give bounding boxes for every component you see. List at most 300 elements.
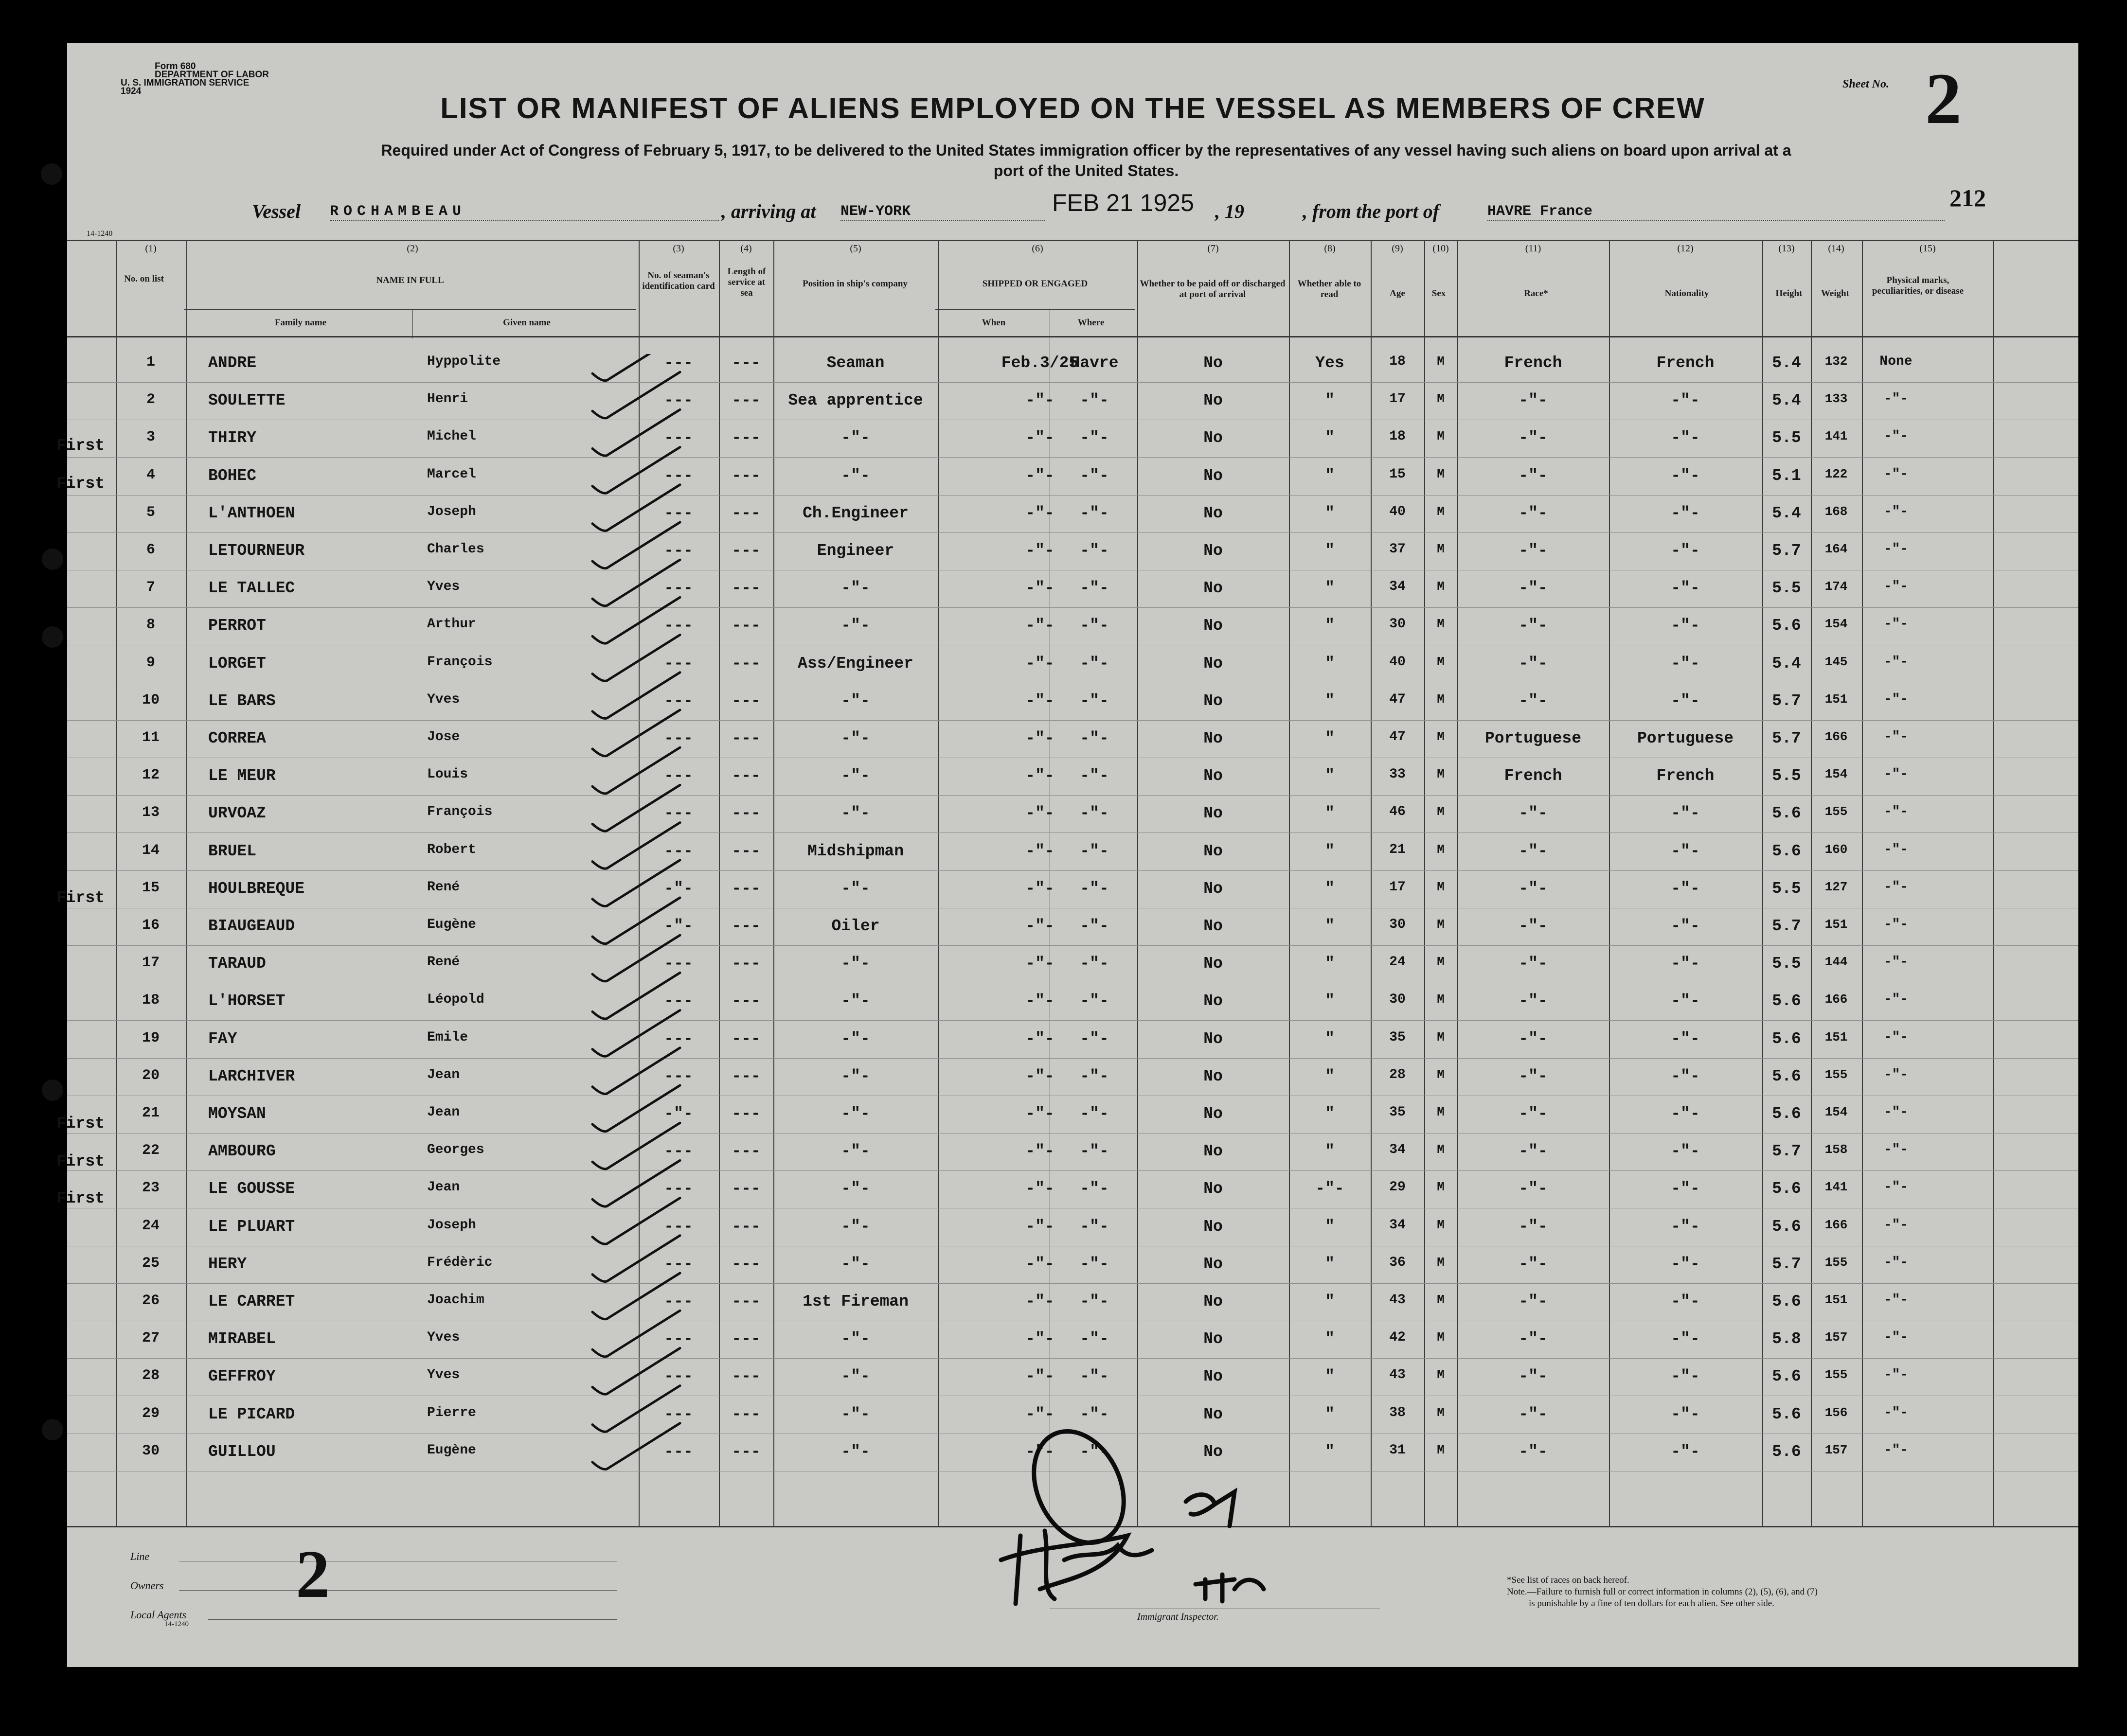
cell-sex: M	[1437, 579, 1445, 594]
cell-nat: -"-	[1671, 466, 1700, 485]
row-rule	[67, 457, 2078, 458]
footer-big-number: 2	[296, 1537, 330, 1612]
cell-family: BIAUGEAUD	[208, 917, 295, 935]
cell-age: 35	[1389, 1029, 1406, 1045]
tick-mark	[592, 1423, 680, 1470]
cell-sex: M	[1437, 1142, 1445, 1157]
cell-card: ---	[664, 1217, 693, 1236]
cell-pos: Seaman	[826, 354, 885, 372]
tick-mark	[592, 1236, 680, 1282]
cell-pos: Midshipman	[807, 842, 904, 860]
cell-height: 5.6	[1772, 1067, 1801, 1085]
cell-age: 24	[1389, 955, 1406, 970]
cell-sex: M	[1437, 1180, 1445, 1195]
cell-race: -"-	[1519, 617, 1548, 635]
cell-no: 12	[142, 767, 160, 784]
cell-read: "	[1325, 1442, 1335, 1461]
cell-given: Yves	[427, 691, 460, 707]
cell-height: 5.5	[1772, 429, 1801, 447]
cell-age: 21	[1389, 842, 1406, 857]
cell-card: ---	[664, 1330, 693, 1348]
cell-read: "	[1325, 917, 1335, 935]
cell-read: "	[1325, 691, 1335, 710]
cell-len: ---	[732, 992, 761, 1010]
tick-mark	[592, 485, 680, 531]
cell-pos: Engineer	[817, 542, 894, 560]
cell-sex: M	[1437, 767, 1445, 782]
cell-pos: -"-	[841, 1180, 870, 1198]
cell-given: François	[427, 804, 493, 820]
column-number: (13)	[1778, 243, 1795, 254]
cell-family: L'ANTHOEN	[208, 504, 295, 522]
cell-marks: -"-	[1883, 729, 1909, 744]
cell-len: ---	[732, 1367, 761, 1386]
cell-family: GEFFROY	[208, 1367, 276, 1386]
cell-pos: -"-	[841, 579, 870, 598]
cell-family: TARAUD	[208, 955, 266, 973]
cell-card: ---	[664, 1293, 693, 1311]
cell-weight: 155	[1824, 1367, 1848, 1382]
cell-height: 5.4	[1772, 391, 1801, 410]
cell-no: 6	[146, 542, 155, 558]
cell-race: -"-	[1519, 804, 1548, 823]
cell-where: -"-	[1080, 767, 1109, 785]
cell-marks: -"-	[1883, 1442, 1909, 1458]
cell-nat: -"-	[1671, 1180, 1700, 1198]
cell-given: Pierre	[427, 1405, 476, 1420]
cell-pos: -"-	[841, 992, 870, 1010]
inspector-label: Immigrant Inspector.	[1137, 1612, 1219, 1622]
cell-no: 30	[142, 1442, 160, 1459]
column-number: (8)	[1324, 243, 1336, 254]
cell-len: ---	[732, 691, 761, 710]
cell-race: -"-	[1519, 1442, 1548, 1461]
cell-no: 21	[142, 1105, 160, 1121]
cell-nat: -"-	[1671, 391, 1700, 410]
cell-no: 24	[142, 1217, 160, 1234]
cell-read: "	[1325, 1255, 1335, 1273]
cell-nat: -"-	[1671, 842, 1700, 860]
col-header-age: Age	[1390, 288, 1405, 299]
cell-where: -"-	[1080, 879, 1109, 898]
punch-hole	[42, 626, 63, 648]
from-port: HAVRE France	[1487, 203, 1945, 221]
cell-race: -"-	[1519, 579, 1548, 598]
row-rule	[67, 945, 2078, 946]
tick-mark	[592, 597, 680, 643]
cell-nat: -"-	[1671, 879, 1700, 898]
row-rule	[67, 1170, 2078, 1171]
cell-marks: -"-	[1883, 992, 1909, 1008]
cell-marks: -"-	[1883, 654, 1909, 670]
cell-family: THIRY	[208, 429, 257, 447]
col-header-read: Whether able to read	[1297, 279, 1361, 300]
row-rule	[67, 720, 2078, 721]
tick-mark	[592, 522, 680, 568]
column-rule	[116, 240, 117, 1527]
cell-family: BRUEL	[208, 842, 257, 860]
cell-family: LE TALLEC	[208, 579, 295, 598]
cell-sex: M	[1437, 391, 1445, 407]
cell-where: -"-	[1080, 804, 1109, 823]
cell-age: 34	[1389, 1142, 1406, 1158]
cell-paid: No	[1203, 917, 1223, 935]
cell-weight: 166	[1824, 1217, 1848, 1232]
row-rule	[67, 532, 2078, 533]
cell-when: -"-	[1025, 391, 1055, 410]
cell-len: ---	[732, 429, 761, 447]
tick-mark	[592, 1160, 680, 1206]
column-rule	[1993, 240, 1994, 1527]
row-rule	[67, 1133, 2078, 1134]
margin-note: First	[56, 475, 105, 493]
col-header-name: NAME IN FULL	[376, 275, 444, 285]
cell-height: 5.6	[1772, 617, 1801, 635]
cell-marks: -"-	[1883, 1330, 1909, 1346]
cell-where: -"-	[1080, 917, 1109, 935]
cell-when: -"-	[1025, 1067, 1055, 1085]
cell-marks: -"-	[1883, 1067, 1909, 1082]
tick-mark	[592, 1048, 680, 1094]
cell-paid: No	[1203, 691, 1223, 710]
cell-when: -"-	[1025, 1142, 1055, 1161]
col-header-given: Given name	[503, 318, 551, 328]
penalty-note-2: is punishable by a fine of ten dollars for each alien. See other side.	[1529, 1598, 1774, 1609]
cell-given: Louis	[427, 767, 468, 782]
cell-when: -"-	[1025, 1217, 1055, 1236]
cell-marks: -"-	[1883, 542, 1909, 557]
race-note: *See list of races on back hereof.	[1507, 1575, 1629, 1585]
cell-marks: -"-	[1883, 691, 1909, 707]
cell-card: ---	[664, 1405, 693, 1423]
cell-no: 5	[146, 504, 155, 521]
cell-sex: M	[1437, 504, 1445, 519]
margin-note: First	[56, 889, 105, 907]
cell-age: 36	[1389, 1255, 1406, 1270]
column-number: (12)	[1677, 243, 1694, 254]
cell-paid: No	[1203, 542, 1223, 560]
cell-weight: 164	[1824, 542, 1848, 556]
cell-family: LE PLUART	[208, 1217, 295, 1236]
cell-pos: -"-	[841, 1367, 870, 1386]
cell-when: -"-	[1025, 1180, 1055, 1198]
cell-len: ---	[732, 879, 761, 898]
cell-paid: No	[1203, 1405, 1223, 1423]
cell-len: ---	[732, 842, 761, 860]
cell-len: ---	[732, 1330, 761, 1348]
cell-nat: -"-	[1671, 654, 1700, 673]
column-number: (1)	[145, 243, 157, 254]
column-rule	[1371, 240, 1372, 1527]
cell-race: Portuguese	[1484, 729, 1582, 747]
cell-marks: -"-	[1883, 804, 1909, 820]
cell-sex: M	[1437, 654, 1445, 669]
cell-age: 47	[1389, 729, 1406, 744]
cell-len: ---	[732, 804, 761, 823]
cell-where: -"-	[1080, 1180, 1109, 1198]
cell-family: FAY	[208, 1029, 237, 1048]
cell-given: Yves	[427, 579, 460, 595]
cell-marks: -"-	[1883, 1293, 1909, 1308]
cell-pos: Sea apprentice	[788, 391, 923, 410]
cell-height: 5.6	[1772, 842, 1801, 860]
tick-mark	[592, 635, 680, 681]
cell-sex: M	[1437, 466, 1445, 481]
cell-weight: 133	[1824, 391, 1848, 407]
cell-marks: -"-	[1883, 1217, 1909, 1233]
cell-age: 31	[1389, 1442, 1406, 1458]
cell-family: LE PICARD	[208, 1405, 295, 1423]
cell-no: 2	[146, 391, 155, 408]
act-text	[116, 140, 2056, 181]
cell-height: 5.8	[1772, 1330, 1801, 1348]
cell-when: -"-	[1025, 1330, 1055, 1348]
cell-pos: Ch.Engineer	[803, 504, 909, 522]
punch-hole	[42, 1419, 63, 1440]
column-number: (14)	[1828, 243, 1844, 254]
cell-card: -"-	[664, 879, 693, 898]
cell-read: "	[1325, 992, 1335, 1010]
cell-read: "	[1325, 1367, 1335, 1386]
cell-sex: M	[1437, 1105, 1445, 1119]
cell-no: 1	[146, 354, 155, 371]
cell-card: ---	[664, 391, 693, 410]
cell-read: -"-	[1315, 1180, 1344, 1198]
tick-mark	[592, 560, 680, 606]
punch-hole	[42, 549, 63, 570]
cell-when: -"-	[1025, 542, 1055, 560]
cell-marks: -"-	[1883, 1255, 1909, 1270]
service-code: 1924	[121, 86, 142, 96]
cell-pos: -"-	[841, 1029, 870, 1048]
footer-agents-label: Local Agents	[130, 1609, 187, 1621]
cell-no: 3	[146, 429, 155, 446]
cell-marks: -"-	[1883, 842, 1909, 857]
year-label: , 19	[1215, 200, 1244, 222]
cell-paid: No	[1203, 1217, 1223, 1236]
cell-len: ---	[732, 354, 761, 372]
cell-given: Georges	[427, 1142, 484, 1158]
cell-len: ---	[732, 767, 761, 785]
cell-when: -"-	[1025, 992, 1055, 1010]
tick-mark	[592, 673, 680, 719]
cell-when: -"-	[1025, 767, 1055, 785]
tick-mark	[592, 898, 680, 944]
cell-marks: -"-	[1883, 579, 1909, 595]
cell-no: 14	[142, 842, 160, 859]
cell-len: ---	[732, 955, 761, 973]
cell-len: ---	[732, 542, 761, 560]
footer-line-label: Line	[130, 1550, 150, 1562]
cell-weight: 122	[1824, 466, 1848, 481]
cell-read: "	[1325, 617, 1335, 635]
cell-weight: 151	[1824, 691, 1848, 707]
cell-when: -"-	[1025, 1405, 1055, 1423]
column-number: (10)	[1432, 243, 1449, 254]
cell-age: 30	[1389, 992, 1406, 1008]
cell-race: French	[1504, 354, 1562, 372]
manifest-sheet	[56, 43, 2078, 1667]
cell-no: 15	[142, 879, 160, 896]
cell-age: 35	[1389, 1105, 1406, 1120]
row-rule	[67, 1020, 2078, 1021]
cell-age: 43	[1389, 1293, 1406, 1308]
cell-weight: 141	[1824, 429, 1848, 444]
cell-height: 5.6	[1772, 1105, 1801, 1123]
cell-len: ---	[732, 917, 761, 935]
cell-when: -"-	[1025, 1367, 1055, 1386]
cell-given: Léopold	[427, 992, 484, 1008]
cell-height: 5.7	[1772, 542, 1801, 560]
column-rule	[1457, 240, 1458, 1527]
cell-weight: 155	[1824, 804, 1848, 819]
cell-nat: Portuguese	[1637, 729, 1734, 747]
cell-nat: -"-	[1671, 1293, 1700, 1311]
row-rule	[67, 870, 2078, 871]
cell-when: -"-	[1025, 617, 1055, 635]
cell-read: Yes	[1315, 354, 1344, 372]
col-header-race: Race*	[1524, 288, 1548, 299]
tick-mark	[592, 1085, 680, 1132]
cell-race: -"-	[1519, 1067, 1548, 1085]
cell-family: MOYSAN	[208, 1105, 266, 1123]
cell-no: 25	[142, 1255, 160, 1272]
cell-where: -"-	[1080, 429, 1109, 447]
cell-sex: M	[1437, 992, 1445, 1007]
cell-card: ---	[664, 992, 693, 1010]
cell-sex: M	[1437, 1405, 1445, 1420]
cell-family: LORGET	[208, 654, 266, 673]
col-header-paid-off: Whether to be paid off or discharged at port of arrival	[1140, 279, 1286, 300]
tick-mark	[592, 1010, 680, 1057]
cell-when: -"-	[1025, 1105, 1055, 1123]
cell-nat: -"-	[1671, 917, 1700, 935]
cell-family: AMBOURG	[208, 1142, 276, 1161]
cell-sex: M	[1437, 1067, 1445, 1082]
cell-nat: French	[1656, 354, 1715, 372]
cell-nat: -"-	[1671, 617, 1700, 635]
cell-card: ---	[664, 955, 693, 973]
cell-weight: 127	[1824, 879, 1848, 894]
cell-read: "	[1325, 804, 1335, 823]
row-rule	[67, 795, 2078, 796]
cell-no: 11	[142, 729, 160, 746]
cell-race: -"-	[1519, 429, 1548, 447]
cell-len: ---	[732, 654, 761, 673]
cell-race: -"-	[1519, 1255, 1548, 1273]
cell-card: ---	[664, 842, 693, 860]
form-number: Form 680	[155, 61, 196, 71]
tick-mark	[592, 1386, 680, 1432]
cell-race: -"-	[1519, 955, 1548, 973]
cell-where: -"-	[1080, 1405, 1109, 1423]
cell-height: 5.6	[1772, 992, 1801, 1010]
cell-paid: No	[1203, 354, 1223, 372]
cell-sex: M	[1437, 917, 1445, 932]
cell-pos: 1st Fireman	[803, 1293, 909, 1311]
cell-age: 40	[1389, 654, 1406, 670]
tick-mark	[592, 409, 680, 456]
cell-pos: Ass/Engineer	[798, 654, 913, 673]
service-name: U. S. IMMIGRATION SERVICE	[121, 78, 250, 88]
cell-no: 22	[142, 1142, 160, 1159]
cell-where: -"-	[1080, 654, 1109, 673]
cell-family: L'HORSET	[208, 992, 286, 1010]
cell-where: -"-	[1080, 391, 1109, 410]
col-header-marks: Physical marks, peculiarities, or disease	[1872, 275, 1964, 296]
act-line-1: Required under Act of Congress of February 5, 1917, to be delivered to the United States immigration officer by the representatives of any vessel having such aliens on board upon arrival at a	[381, 142, 1791, 159]
cell-paid: No	[1203, 1067, 1223, 1085]
cell-weight: 141	[1824, 1180, 1848, 1195]
cell-pos: -"-	[841, 1405, 870, 1423]
cell-age: 28	[1389, 1067, 1406, 1082]
cell-where: -"-	[1080, 504, 1109, 522]
cell-card: ---	[664, 579, 693, 598]
cell-family: CORREA	[208, 729, 266, 747]
cell-read: "	[1325, 879, 1335, 898]
cell-where: -"-	[1080, 1330, 1109, 1348]
margin-note: First	[56, 1115, 105, 1133]
cell-sex: M	[1437, 955, 1445, 970]
cell-given: Robert	[427, 842, 476, 857]
cell-given: Joachim	[427, 1293, 484, 1308]
cell-sex: M	[1437, 429, 1445, 444]
cell-race: -"-	[1519, 917, 1548, 935]
tick-mark	[592, 747, 680, 794]
cell-height: 5.7	[1772, 1255, 1801, 1273]
cell-card: ---	[664, 767, 693, 785]
cell-given: François	[427, 654, 493, 670]
column-number: (6)	[1032, 243, 1043, 254]
cell-nat: -"-	[1671, 804, 1700, 823]
cell-given: Frédèric	[427, 1255, 493, 1270]
cell-pos: -"-	[841, 1105, 870, 1123]
column-number: (11)	[1525, 243, 1541, 254]
cell-paid: No	[1203, 1029, 1223, 1048]
cell-pos: -"-	[841, 429, 870, 447]
cell-age: 30	[1389, 917, 1406, 932]
cell-where: -"-	[1080, 992, 1109, 1010]
cell-race: -"-	[1519, 504, 1548, 522]
footer-agents-code: 14-1240	[164, 1620, 189, 1628]
cell-read: "	[1325, 579, 1335, 598]
cell-read: "	[1325, 466, 1335, 485]
column-rule	[938, 240, 939, 1527]
cell-pos: -"-	[841, 1442, 870, 1461]
cell-height: 5.6	[1772, 1367, 1801, 1386]
cell-race: -"-	[1519, 1405, 1548, 1423]
cell-marks: -"-	[1883, 1142, 1909, 1158]
cell-family: LE CARRET	[208, 1293, 295, 1311]
cell-read: "	[1325, 1293, 1335, 1311]
cell-race: -"-	[1519, 1180, 1548, 1198]
cell-where: -"-	[1080, 466, 1109, 485]
header-bottom-rule	[67, 336, 2078, 337]
cell-weight: 155	[1824, 1067, 1848, 1082]
cell-sex: M	[1437, 354, 1445, 369]
cell-family: GUILLOU	[208, 1442, 276, 1461]
cell-card: ---	[664, 691, 693, 710]
cell-read: "	[1325, 1142, 1335, 1161]
cell-where: -"-	[1080, 1255, 1109, 1273]
cell-paid: No	[1203, 804, 1223, 823]
cell-when: Feb.3/25	[1001, 354, 1079, 372]
col-header-family: Family name	[274, 318, 327, 328]
cell-when: -"-	[1025, 879, 1055, 898]
cell-marks: None	[1879, 354, 1913, 369]
cell-read: "	[1325, 391, 1335, 410]
cell-where: -"-	[1080, 1105, 1109, 1123]
